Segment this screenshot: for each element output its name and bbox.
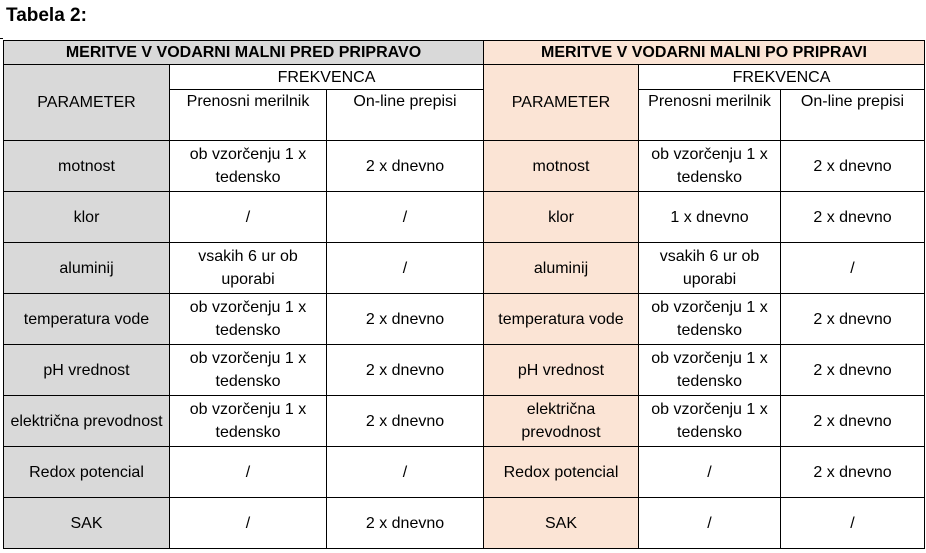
value-cell: 2 x dnevno (327, 498, 484, 549)
value-cell: 2 x dnevno (781, 345, 925, 396)
value-cell: ob vzorčenju 1 x tedensko (639, 345, 781, 396)
value-cell: / (170, 498, 327, 549)
left-frekvenca-header: FREKVENCA (170, 65, 484, 90)
value-cell: 2 x dnevno (781, 192, 925, 243)
value-cell: vsakih 6 ur ob uporabi (170, 243, 327, 294)
table-row (4, 294, 925, 345)
value-cell: 2 x dnevno (327, 396, 484, 447)
param-cell: klor (4, 192, 170, 243)
value-cell: / (327, 447, 484, 498)
left-section-title: MERITVE V VODARNI MALNI PRED PRIPRAVO (4, 41, 484, 65)
measurement-table (3, 40, 925, 549)
value-cell: 2 x dnevno (327, 345, 484, 396)
param-cell: aluminij (4, 243, 170, 294)
value-cell: / (781, 498, 925, 549)
value-cell: vsakih 6 ur ob uporabi (639, 243, 781, 294)
param-cell: motnost (484, 141, 639, 192)
value-cell: / (327, 243, 484, 294)
param-cell: klor (484, 192, 639, 243)
value-cell: 2 x dnevno (781, 396, 925, 447)
table-row (4, 447, 925, 498)
value-cell: ob vzorčenju 1 x tedensko (170, 396, 327, 447)
param-cell: električna prevodnost (4, 396, 170, 447)
value-cell: 2 x dnevno (781, 141, 925, 192)
value-cell: 1 x dnevno (639, 192, 781, 243)
value-cell: 2 x dnevno (327, 294, 484, 345)
param-cell: temperatura vode (4, 294, 170, 345)
value-cell: 2 x dnevno (327, 141, 484, 192)
value-cell: ob vzorčenju 1 x tedensko (170, 345, 327, 396)
value-cell: ob vzorčenju 1 x tedensko (639, 396, 781, 447)
left-prenosni-header: Prenosni merilnik (170, 90, 327, 141)
table-row (4, 498, 925, 549)
table-row (4, 345, 925, 396)
param-cell: pH vrednost (484, 345, 639, 396)
value-cell: ob vzorčenju 1 x tedensko (170, 294, 327, 345)
value-cell: / (170, 192, 327, 243)
param-cell: Redox potencial (484, 447, 639, 498)
value-cell: / (170, 447, 327, 498)
param-cell: Redox potencial (4, 447, 170, 498)
param-cell: pH vrednost (4, 345, 170, 396)
table-row (4, 141, 925, 192)
param-cell: SAK (4, 498, 170, 549)
param-cell: električna prevodnost (484, 396, 639, 447)
param-cell: aluminij (484, 243, 639, 294)
value-cell: ob vzorčenju 1 x tedensko (639, 294, 781, 345)
value-cell: / (639, 447, 781, 498)
param-cell: temperatura vode (484, 294, 639, 345)
table-caption: Tabela 2: (6, 5, 87, 26)
right-online-header: On-line prepisi (781, 90, 925, 141)
right-parameter-header: PARAMETER (484, 65, 639, 141)
table-row (4, 396, 925, 447)
value-cell: / (781, 243, 925, 294)
left-online-header: On-line prepisi (327, 90, 484, 141)
param-cell: SAK (484, 498, 639, 549)
table-row (4, 192, 925, 243)
value-cell: / (327, 192, 484, 243)
value-cell: ob vzorčenju 1 x tedensko (639, 141, 781, 192)
value-cell: ob vzorčenju 1 x tedensko (170, 141, 327, 192)
right-prenosni-header: Prenosni merilnik (639, 90, 781, 141)
table-row (4, 243, 925, 294)
value-cell: / (639, 498, 781, 549)
value-cell: 2 x dnevno (781, 294, 925, 345)
value-cell: 2 x dnevno (781, 447, 925, 498)
param-cell: motnost (4, 141, 170, 192)
right-frekvenca-header: FREKVENCA (639, 65, 925, 90)
left-parameter-header: PARAMETER (4, 65, 170, 141)
right-section-title: MERITVE V VODARNI MALNI PO PRIPRAVI (484, 41, 925, 65)
